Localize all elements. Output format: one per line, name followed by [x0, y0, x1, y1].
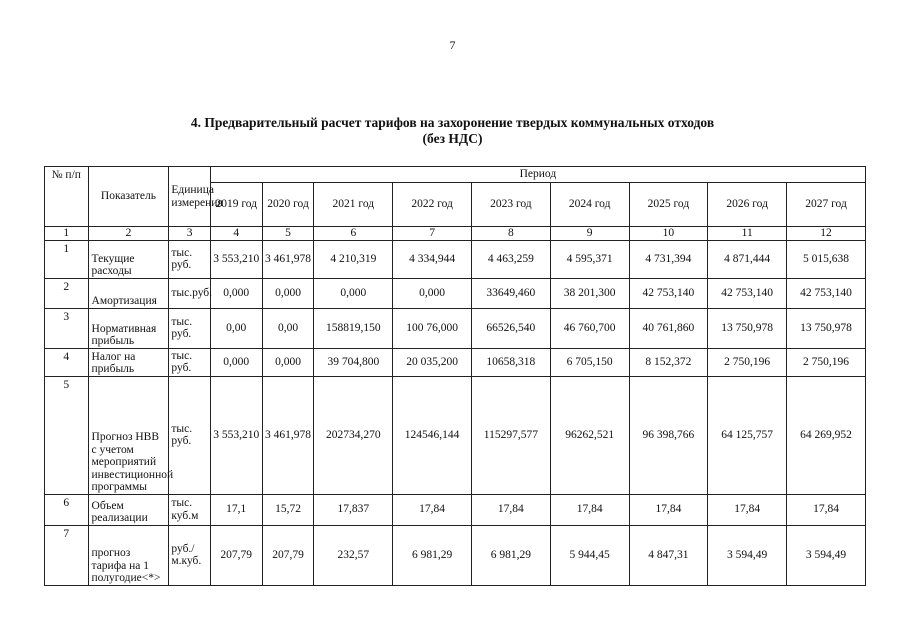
row-unit: тыс.руб. [169, 278, 210, 308]
row-value: 4 210,319 [314, 240, 393, 278]
row-value: 13 750,978 [708, 308, 787, 348]
column-number: 12 [787, 227, 866, 241]
row-value: 100 76,000 [393, 308, 472, 348]
row-value: 202734,270 [314, 376, 393, 494]
row-value: 158819,150 [314, 308, 393, 348]
row-value: 3 461,978 [262, 240, 314, 278]
row-unit: тыс. руб. [169, 348, 210, 376]
header-unit: Единица измерения [169, 167, 210, 227]
column-number: 10 [629, 227, 708, 241]
row-indicator: Нормативная прибыль [88, 308, 169, 348]
row-value: 64 269,952 [787, 376, 866, 494]
row-value: 0,000 [210, 278, 262, 308]
row-value: 39 704,800 [314, 348, 393, 376]
header-year: 2023 год [471, 183, 550, 227]
row-number: 2 [45, 278, 89, 308]
row-value: 40 761,860 [629, 308, 708, 348]
row-value: 3 594,49 [787, 525, 866, 585]
header-year: 2025 год [629, 183, 708, 227]
tariff-table [44, 166, 866, 586]
row-value: 0,000 [393, 278, 472, 308]
row-value: 2 750,196 [787, 348, 866, 376]
table-row [45, 240, 866, 278]
header-year: 2024 год [550, 183, 629, 227]
header-indicator: Показатель [88, 167, 169, 227]
row-number: 5 [45, 376, 89, 494]
row-value: 17,1 [210, 494, 262, 525]
row-value: 3 594,49 [708, 525, 787, 585]
row-number: 7 [45, 525, 89, 585]
row-indicator: Амортизация [88, 278, 169, 308]
row-unit: тыс. руб. [169, 308, 210, 348]
row-value: 96262,521 [550, 376, 629, 494]
row-indicator: прогноз тарифа на 1 полугодие<*> [88, 525, 169, 585]
row-value: 17,84 [393, 494, 472, 525]
row-value: 6 981,29 [393, 525, 472, 585]
row-value: 207,79 [210, 525, 262, 585]
title-line-1: 4. Предварительный расчет тарифов на захоронение твердых коммунальных отходов [190, 115, 715, 130]
column-number: 4 [210, 227, 262, 241]
row-value: 17,837 [314, 494, 393, 525]
row-number: 6 [45, 494, 89, 525]
row-value: 96 398,766 [629, 376, 708, 494]
row-value: 38 201,300 [550, 278, 629, 308]
table-row [45, 525, 866, 585]
row-value: 4 731,394 [629, 240, 708, 278]
row-value: 17,84 [708, 494, 787, 525]
row-value: 3 461,978 [262, 376, 314, 494]
header-year: 2019 год [210, 183, 262, 227]
column-number: 7 [393, 227, 472, 241]
row-value: 17,84 [629, 494, 708, 525]
row-value: 42 753,140 [708, 278, 787, 308]
table-row [45, 308, 866, 348]
row-value: 0,00 [210, 308, 262, 348]
column-number: 1 [45, 227, 89, 241]
row-value: 8 152,372 [629, 348, 708, 376]
row-value: 2 750,196 [708, 348, 787, 376]
row-value: 64 125,757 [708, 376, 787, 494]
row-number: 4 [45, 348, 89, 376]
row-value: 3 553,210 [210, 376, 262, 494]
row-value: 6 705,150 [550, 348, 629, 376]
row-indicator: Прогноз НВВ с учетом мероприятий инвестиционной программы [88, 376, 169, 494]
row-value: 46 760,700 [550, 308, 629, 348]
row-value: 13 750,978 [787, 308, 866, 348]
row-value: 4 334,944 [393, 240, 472, 278]
row-value: 207,79 [262, 525, 314, 585]
row-unit: тыс. руб. [169, 376, 210, 494]
row-value: 17,84 [550, 494, 629, 525]
row-value: 0,000 [314, 278, 393, 308]
table-row [45, 278, 866, 308]
row-value: 4 847,31 [629, 525, 708, 585]
header-year: 2027 год [787, 183, 866, 227]
column-number: 6 [314, 227, 393, 241]
document-title [0, 115, 905, 147]
row-value: 115297,577 [471, 376, 550, 494]
header-year: 2022 год [393, 183, 472, 227]
row-unit: руб./м.куб. [169, 525, 210, 585]
row-value: 66526,540 [471, 308, 550, 348]
table-row [45, 494, 866, 525]
row-value: 42 753,140 [629, 278, 708, 308]
column-number: 8 [471, 227, 550, 241]
header-num: № п/п [45, 167, 89, 227]
table-row [45, 376, 866, 494]
row-value: 6 981,29 [471, 525, 550, 585]
row-unit: тыс. куб.м [169, 494, 210, 525]
row-value: 4 463,259 [471, 240, 550, 278]
row-indicator: Налог на прибыль [88, 348, 169, 376]
row-value: 232,57 [314, 525, 393, 585]
row-value: 5 944,45 [550, 525, 629, 585]
row-unit: тыс. руб. [169, 240, 210, 278]
header-year: 2026 год [708, 183, 787, 227]
row-value: 10658,318 [471, 348, 550, 376]
row-value: 0,000 [210, 348, 262, 376]
column-number: 5 [262, 227, 314, 241]
column-number: 3 [169, 227, 210, 241]
row-value: 0,000 [262, 348, 314, 376]
column-number: 2 [88, 227, 169, 241]
header-period: Период [210, 167, 865, 183]
table-row [45, 348, 866, 376]
column-number: 9 [550, 227, 629, 241]
header-year: 2021 год [314, 183, 393, 227]
row-value: 124546,144 [393, 376, 472, 494]
title-line-2: (без НДС) [422, 131, 483, 146]
row-value: 4 871,444 [708, 240, 787, 278]
row-value: 3 553,210 [210, 240, 262, 278]
row-value: 17,84 [787, 494, 866, 525]
row-value: 20 035,200 [393, 348, 472, 376]
row-number: 3 [45, 308, 89, 348]
column-number: 11 [708, 227, 787, 241]
header-year: 2020 год [262, 183, 314, 227]
row-value: 42 753,140 [787, 278, 866, 308]
row-value: 33649,460 [471, 278, 550, 308]
row-indicator: Текущие расходы [88, 240, 169, 278]
page-number: 7 [449, 38, 456, 52]
row-value: 0,00 [262, 308, 314, 348]
row-value: 17,84 [471, 494, 550, 525]
row-indicator: Объем реализации [88, 494, 169, 525]
row-number: 1 [45, 240, 89, 278]
row-value: 0,000 [262, 278, 314, 308]
row-value: 4 595,371 [550, 240, 629, 278]
row-value: 15,72 [262, 494, 314, 525]
row-value: 5 015,638 [787, 240, 866, 278]
